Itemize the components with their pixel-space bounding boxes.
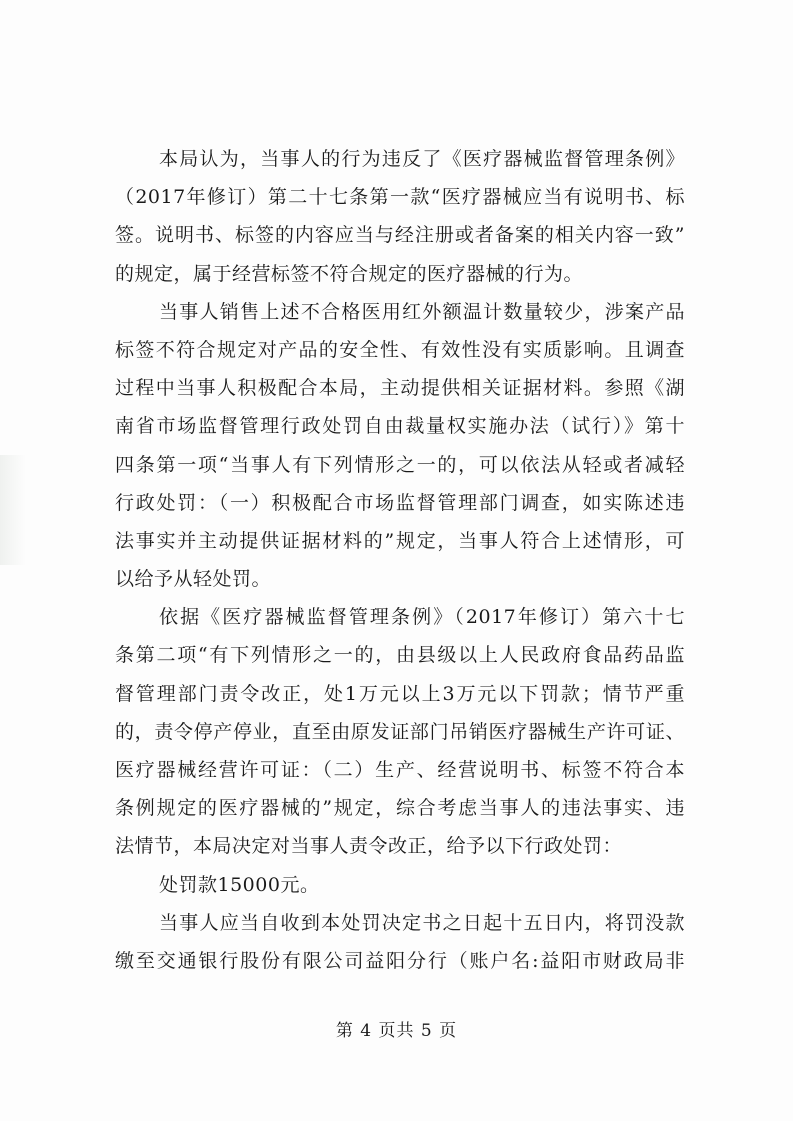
text-line: 过程中当事人积极配合本局，主动提供相关证据材料。参照《湖 bbox=[115, 377, 685, 400]
text-line: 当事人应当自收到本处罚决定书之日起十五日内，将罚没款 bbox=[159, 911, 685, 934]
text-line: 的，责令停产停业，直至由原发证部门吊销医疗器械生产许可证、 bbox=[115, 720, 685, 743]
text-line: 条第二项“有下列情形之一的，由县级以上人民政府食品药品监 bbox=[115, 644, 685, 667]
text-line: 处罚款15000元。 bbox=[159, 873, 320, 896]
scan-artifact bbox=[0, 455, 26, 565]
text-line: 督管理部门责令改正，处1万元以上3万元以下罚款；情节严重 bbox=[115, 682, 685, 705]
text-line: 以给予从轻处罚。 bbox=[115, 568, 272, 591]
document-body bbox=[115, 140, 685, 980]
text-line: 标签不符合规定对产品的安全性、有效性没有实质影响。且调查 bbox=[115, 338, 685, 361]
text-line: 缴至交通银行股份有限公司益阳分行（账户名:益阳市财政局非 bbox=[115, 949, 685, 972]
page-number: 第 4 页共 5 页 bbox=[335, 1021, 458, 1041]
text-line: 法情节，本局决定对当事人责令改正，给予以下行政处罚： bbox=[115, 835, 623, 858]
text-line: 本局认为，当事人的行为违反了《医疗器械监督管理条例》 bbox=[159, 148, 685, 170]
text-line: （2017年修订）第二十七条第一款“医疗器械应当有说明书、标 bbox=[115, 186, 685, 209]
text-line: 条例规定的医疗器械的”规定，综合考虑当事人的违法事实、违 bbox=[115, 797, 685, 820]
text-line: 行政处罚：（一）积极配合市场监督管理部门调查，如实陈述违 bbox=[115, 491, 685, 514]
text-line: 当事人销售上述不合格医用红外额温计数量较少，涉案产品 bbox=[159, 300, 685, 323]
text-line: 医疗器械经营许可证：（二）生产、经营说明书、标签不符合本 bbox=[115, 759, 685, 781]
text-line: 南省市场监督管理行政处罚自由裁量权实施办法（试行）》第十 bbox=[115, 415, 685, 438]
text-line: 的规定，属于经营标签不符合规定的医疗器械的行为。 bbox=[115, 262, 584, 285]
text-line: 签。说明书、标签的内容应当与经注册或者备案的相关内容一致” bbox=[115, 224, 685, 247]
text-line: 法事实并主动提供证据材料的”规定，当事人符合上述情形，可 bbox=[115, 529, 685, 552]
text-line: 四条第一项“当事人有下列情形之一的，可以依法从轻或者减轻 bbox=[115, 453, 685, 476]
text-line: 依据《医疗器械监督管理条例》（2017年修订）第六十七 bbox=[159, 606, 685, 629]
